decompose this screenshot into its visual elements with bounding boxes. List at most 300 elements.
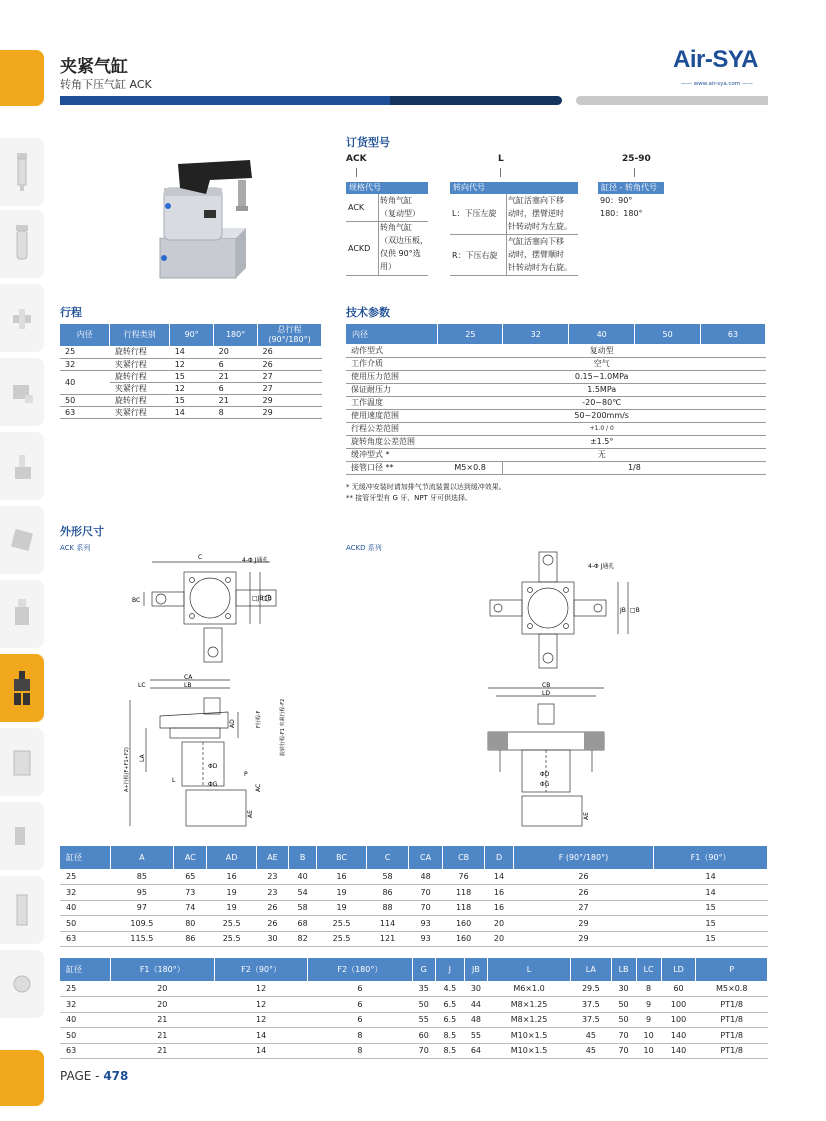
table-row <box>60 394 322 406</box>
cell: 6 <box>308 981 413 997</box>
cell: 29.5 <box>571 981 612 997</box>
dim-label: LA <box>139 754 146 762</box>
cell: 8 <box>214 406 258 418</box>
dim-label: A+行程(F+F1+F2) <box>124 747 130 792</box>
cell: 1/8 <box>503 461 766 474</box>
order-tick <box>634 168 635 177</box>
cell: 93 <box>409 916 443 932</box>
cell: 26 <box>258 358 322 370</box>
table-row <box>60 358 322 370</box>
cell: 14 <box>170 406 214 418</box>
cell: 29 <box>513 916 654 932</box>
cell: 19 <box>317 885 367 901</box>
cell: 15 <box>654 931 768 947</box>
cell: 旋转角度公差范围 <box>346 435 438 448</box>
cell: 45 <box>571 1043 612 1059</box>
table-row <box>346 383 766 396</box>
cell: 旋转行程 <box>110 370 170 382</box>
cell: 旋转行程 <box>110 394 170 406</box>
product-photo <box>150 150 260 290</box>
cell: 100 <box>661 1012 696 1028</box>
col-header: 40 <box>569 324 635 344</box>
cell: 80 <box>174 916 207 932</box>
dim-label: □B <box>262 595 272 602</box>
cell: 50~200mm/s <box>438 409 766 422</box>
table-row <box>60 997 768 1013</box>
cell: 60 <box>412 1028 435 1044</box>
cell: 0.15~1.0MPa <box>438 370 766 383</box>
cell: 50 <box>611 1012 636 1028</box>
cell: 32 <box>60 997 110 1013</box>
col-header: J <box>435 958 464 981</box>
cell: 27 <box>513 900 654 916</box>
cell: 86 <box>174 931 207 947</box>
cell: 88 <box>366 900 409 916</box>
dim-label: F行程-F <box>256 710 262 728</box>
ackd-series-label: ACKD 系列 <box>346 544 382 552</box>
cell: 空气 <box>438 357 766 370</box>
spec-desc: 用） <box>380 262 396 271</box>
silencer-product-icon <box>9 887 35 933</box>
col-header-line: (90°/180°) <box>268 335 311 344</box>
cell: 19 <box>207 885 257 901</box>
cell: 25 <box>60 346 110 358</box>
divider <box>378 194 379 275</box>
order-code-bore: 25-90 <box>622 154 651 164</box>
sidebar-tab-elbow[interactable] <box>0 802 44 870</box>
sidebar-top-tab <box>0 50 44 106</box>
sidebar-tab-slide[interactable] <box>0 728 44 796</box>
fitting-product-icon <box>9 295 35 341</box>
cell: 58 <box>366 869 409 885</box>
cell: 95 <box>110 885 174 901</box>
cell: 26 <box>513 869 654 885</box>
cell: 6.5 <box>435 1012 464 1028</box>
valve-product-icon <box>9 369 35 415</box>
cell: 25 <box>60 869 110 885</box>
sidebar-tab-clamp-cylinder[interactable] <box>0 654 44 722</box>
cell: 21 <box>214 370 258 382</box>
cell: 45 <box>571 1028 612 1044</box>
cell: 12 <box>170 358 214 370</box>
col-header: 25 <box>438 324 503 344</box>
cell: 夹紧行程 <box>110 406 170 418</box>
col-header: P <box>696 958 768 981</box>
sidebar-tab-lubricator[interactable] <box>0 210 44 278</box>
dim-label: LB <box>184 682 192 689</box>
cell: 50 <box>60 394 110 406</box>
cell: 14 <box>170 346 214 358</box>
brand-url: —— www.air-sya.com —— <box>681 81 754 87</box>
table-row <box>60 900 768 916</box>
cell: 40 <box>60 1012 110 1028</box>
sidebar-tab-regulator[interactable] <box>0 432 44 500</box>
col-header: LA <box>571 958 612 981</box>
page-number-value: 478 <box>103 1069 129 1083</box>
divider <box>506 194 507 275</box>
cell: 63 <box>60 1043 110 1059</box>
stroke-title: 行程 <box>60 306 82 319</box>
dimension-table-2 <box>60 958 768 1059</box>
cell: M8×1.25 <box>488 1012 571 1028</box>
bore-code: 180：180° <box>600 209 643 218</box>
cell: 20 <box>485 931 513 947</box>
order-tick <box>500 168 501 177</box>
tech-table <box>346 324 766 475</box>
cell: 63 <box>60 406 110 418</box>
cell: 6 <box>308 997 413 1013</box>
cell: 32 <box>60 885 110 901</box>
cell: 50 <box>60 1028 110 1044</box>
cell: 70 <box>409 885 443 901</box>
cell: 工作温度 <box>346 396 438 409</box>
dim-label: JB <box>620 607 626 614</box>
divider <box>450 275 578 276</box>
direction-desc: 针转动时为右旋。 <box>508 263 572 272</box>
cell: +1.0 / 0 <box>438 422 766 435</box>
cell: 70 <box>611 1028 636 1044</box>
cell: 85 <box>110 869 174 885</box>
ack-side-view-drawing <box>120 672 320 832</box>
header-bar <box>60 96 390 105</box>
direction-code-header: 转向代号 <box>450 182 578 194</box>
cell: 8 <box>636 981 661 997</box>
cell: 140 <box>661 1043 696 1059</box>
spec-desc: 转角气缸 <box>380 223 412 232</box>
cell: PT1/8 <box>696 1012 768 1028</box>
cell: 14 <box>654 885 768 901</box>
cell: 8 <box>308 1028 413 1044</box>
cell: 25.5 <box>207 916 257 932</box>
direction-desc: 气缸活塞向下移 <box>508 196 564 205</box>
dim-label: CA <box>184 674 193 681</box>
dim-label: L <box>172 777 176 784</box>
table-row <box>60 346 322 358</box>
ack-top-view-drawing <box>130 552 300 672</box>
slide-product-icon <box>9 739 35 785</box>
cell: 12 <box>215 981 308 997</box>
col-header: 90° <box>170 324 214 346</box>
cell: 无 <box>438 448 766 461</box>
cell: 8 <box>308 1043 413 1059</box>
col-header: F2（180°） <box>308 958 413 981</box>
spec-desc: 转角气缸 <box>380 196 412 205</box>
cell: 55 <box>464 1028 487 1044</box>
dimension-table-1 <box>60 846 768 947</box>
cell: 70 <box>412 1043 435 1059</box>
col-header: 63 <box>701 324 766 344</box>
cell: 25.5 <box>317 916 367 932</box>
cell: 48 <box>409 869 443 885</box>
cell: 复动型 <box>438 344 766 357</box>
cell: 8.5 <box>435 1028 464 1044</box>
col-header: 内径 <box>60 324 110 346</box>
cell: 140 <box>661 1028 696 1044</box>
cell: 48 <box>464 1012 487 1028</box>
cell: 30 <box>611 981 636 997</box>
table-row <box>346 422 766 435</box>
cell: 14 <box>215 1028 308 1044</box>
cell: M10×1.5 <box>488 1028 571 1044</box>
header-bar-grey <box>576 96 768 105</box>
spec-desc: （复动型） <box>380 209 420 218</box>
cell: 16 <box>317 869 367 885</box>
dim-label: ΦG <box>208 781 218 788</box>
cell: 14 <box>654 869 768 885</box>
cell: 109.5 <box>110 916 174 932</box>
cell: 54 <box>288 885 316 901</box>
sidebar-tab-fitting[interactable] <box>0 284 44 352</box>
page-title: 夹紧气缸 <box>60 57 128 77</box>
cell: 29 <box>258 394 322 406</box>
col-header: G <box>412 958 435 981</box>
col-header: LB <box>611 958 636 981</box>
cell: 40 <box>60 900 110 916</box>
cell: 工作介质 <box>346 357 438 370</box>
cell: 23 <box>256 885 288 901</box>
order-title: 订货型号 <box>346 136 390 149</box>
sidebar-tab-silencer[interactable] <box>0 876 44 944</box>
cell: 16 <box>207 869 257 885</box>
table-row <box>60 370 322 382</box>
cell: 保证耐压力 <box>346 383 438 396</box>
cell: 100 <box>661 997 696 1013</box>
spec-desc: （双边压板， <box>380 236 428 245</box>
sidebar-tab-manifold[interactable] <box>0 506 44 574</box>
col-header: 50 <box>635 324 701 344</box>
cell: 73 <box>174 885 207 901</box>
dim-label: BC <box>132 597 141 604</box>
cell: 160 <box>442 916 485 932</box>
dim-label: P <box>244 771 248 778</box>
dim-label: □JB <box>252 595 264 602</box>
cell: 使用速度范围 <box>346 409 438 422</box>
cell: 55 <box>412 1012 435 1028</box>
bore-code-header: 缸径 - 转角代号 <box>598 182 664 194</box>
cell: 使用压力范围 <box>346 370 438 383</box>
table-row <box>60 981 768 997</box>
cell: PT1/8 <box>696 1028 768 1044</box>
dim-label: 4-Φ J通孔 <box>588 563 615 570</box>
spec-desc: 仅供 90°选 <box>380 249 421 258</box>
cell: 21 <box>110 1012 215 1028</box>
sidebar-tab-valve[interactable] <box>0 358 44 426</box>
direction-desc: 气缸活塞向下移 <box>508 237 564 246</box>
page-label-text: PAGE - <box>60 1069 104 1083</box>
cell: 26 <box>256 900 288 916</box>
cell: 40 <box>288 869 316 885</box>
dim-label: AC <box>255 783 262 792</box>
divider <box>450 234 578 235</box>
cell: 12 <box>215 1012 308 1028</box>
cell: 121 <box>366 931 409 947</box>
cell: 6 <box>308 1012 413 1028</box>
cell: 26 <box>258 346 322 358</box>
cell: 37.5 <box>571 997 612 1013</box>
tech-title: 技术参数 <box>346 306 390 319</box>
cell: 25.5 <box>317 931 367 947</box>
cell: 26 <box>256 916 288 932</box>
dim-label: AE <box>583 812 590 820</box>
cell: 动作型式 <box>346 344 438 357</box>
cell: 76 <box>442 869 485 885</box>
manifold-product-icon <box>9 517 35 563</box>
table-row <box>346 357 766 370</box>
cell: 20 <box>214 346 258 358</box>
table-row <box>60 885 768 901</box>
table-row <box>60 916 768 932</box>
bore-code: 90：90° <box>600 196 633 205</box>
col-header: LD <box>661 958 696 981</box>
col-header: F2（90°） <box>215 958 308 981</box>
table-row <box>346 396 766 409</box>
cell: 6.5 <box>435 997 464 1013</box>
dim-label: ΦD <box>208 763 218 770</box>
col-header: 180° <box>214 324 258 346</box>
table-row <box>60 406 322 418</box>
dim-label: AE <box>247 810 254 818</box>
ack-series-label: ACK 系列 <box>60 544 91 552</box>
regulator-product-icon <box>9 443 35 489</box>
cell: 夹紧行程 <box>110 358 170 370</box>
col-header: 32 <box>503 324 569 344</box>
cell: 40 <box>60 370 110 394</box>
cell: 21 <box>110 1043 215 1059</box>
cell: 30 <box>464 981 487 997</box>
col-header-line: 总行程 <box>277 325 302 334</box>
dim-label: AD <box>229 719 236 728</box>
cell: 23 <box>256 869 288 885</box>
col-header: F (90°/180°) <box>513 846 654 869</box>
cell: M8×1.25 <box>488 997 571 1013</box>
col-header: L <box>488 958 571 981</box>
cell: 12 <box>215 997 308 1013</box>
cell: 97 <box>110 900 174 916</box>
cell: 26 <box>513 885 654 901</box>
col-header: 缸径 <box>60 846 110 869</box>
direction-desc: 动时，摆臂顺时 <box>508 250 564 259</box>
elbow-product-icon <box>9 813 35 859</box>
cell: 44 <box>464 997 487 1013</box>
cell: 60 <box>661 981 696 997</box>
cell: 50 <box>412 997 435 1013</box>
col-header: 内径 <box>346 324 438 344</box>
cell: 160 <box>442 931 485 947</box>
col-header <box>258 324 322 346</box>
table-row <box>346 461 766 474</box>
dim-label: CB <box>542 682 551 689</box>
cell: 50 <box>611 997 636 1013</box>
cell: 29 <box>258 406 322 418</box>
col-header: 缸径 <box>60 958 110 981</box>
ackd-side-view-drawing <box>480 680 620 830</box>
table-row <box>346 344 766 357</box>
col-header: AD <box>207 846 257 869</box>
dims-title: 外形尺寸 <box>60 525 104 538</box>
cell: 9 <box>636 997 661 1013</box>
cell: 10 <box>636 1043 661 1059</box>
divider <box>346 275 428 276</box>
cell: 15 <box>170 370 214 382</box>
cell: M10×1.5 <box>488 1043 571 1059</box>
dim-label: LC <box>138 682 146 689</box>
cell: 12 <box>170 382 214 394</box>
table-row <box>346 409 766 422</box>
cell: 14 <box>215 1043 308 1059</box>
col-header: B <box>288 846 316 869</box>
tech-note: ** 接管牙型有 G 牙、NPT 牙可供选择。 <box>346 494 473 502</box>
cell: 115.5 <box>110 931 174 947</box>
cell: 25 <box>60 981 110 997</box>
header-bar-accent <box>390 96 562 105</box>
cell: 63 <box>60 931 110 947</box>
col-header: D <box>485 846 513 869</box>
accessory-product-icon <box>9 961 35 1007</box>
dim-label: ΦG <box>540 781 550 788</box>
sidebar-tab-filter[interactable] <box>0 138 44 206</box>
sidebar-tab-accessory[interactable] <box>0 950 44 1018</box>
cell: ±1.5° <box>438 435 766 448</box>
cell: 20 <box>485 916 513 932</box>
cell: 21 <box>214 394 258 406</box>
cell: 32 <box>60 358 110 370</box>
table-row <box>346 435 766 448</box>
order-tick <box>356 168 357 177</box>
cell: 50 <box>60 916 110 932</box>
dim-label: 旋转行程-F1 夹紧行程-F2 <box>280 698 286 756</box>
cell: 接管口径 ** <box>346 461 438 474</box>
cell: 15 <box>654 916 768 932</box>
col-header: F1（90°） <box>654 846 768 869</box>
col-header: CB <box>442 846 485 869</box>
cell: 15 <box>170 394 214 406</box>
cell: 夹紧行程 <box>110 382 170 394</box>
dim-label: 4-Φ J通孔 <box>242 557 269 564</box>
table-row <box>346 448 766 461</box>
order-code-direction: L <box>498 154 504 164</box>
spec-code: ACKD <box>348 244 371 253</box>
dim-label: C <box>198 554 203 561</box>
cell: 4.5 <box>435 981 464 997</box>
dim-label: □B <box>630 607 640 614</box>
cell: 20 <box>110 997 215 1013</box>
clamp-cylinder-product-icon <box>9 665 35 711</box>
cell: 10 <box>636 1028 661 1044</box>
order-code-model: ACK <box>346 154 367 164</box>
tech-note: * 无缓冲安装时请加排气节流装置以达到缓冲效果。 <box>346 483 506 491</box>
cell: 86 <box>366 885 409 901</box>
cell: 缓冲型式 * <box>346 448 438 461</box>
cell: 20 <box>110 981 215 997</box>
cell: 74 <box>174 900 207 916</box>
table-row <box>60 1043 768 1059</box>
cell: M6×1.0 <box>488 981 571 997</box>
cell: 25.5 <box>207 931 257 947</box>
cell: 27 <box>258 370 322 382</box>
direction-desc: 针转动时为左旋。 <box>508 222 572 231</box>
direction-code: L：下压左旋 <box>452 209 497 218</box>
cell: 行程公差范围 <box>346 422 438 435</box>
col-header: 行程类别 <box>110 324 170 346</box>
cell: 58 <box>288 900 316 916</box>
col-header: JB <box>464 958 487 981</box>
cell: PT1/8 <box>696 1043 768 1059</box>
direction-code: R：下压右旋 <box>452 251 498 260</box>
dim-label: LD <box>542 690 550 697</box>
cell: 114 <box>366 916 409 932</box>
cell: 14 <box>485 869 513 885</box>
sidebar-tab-gripper[interactable] <box>0 580 44 648</box>
